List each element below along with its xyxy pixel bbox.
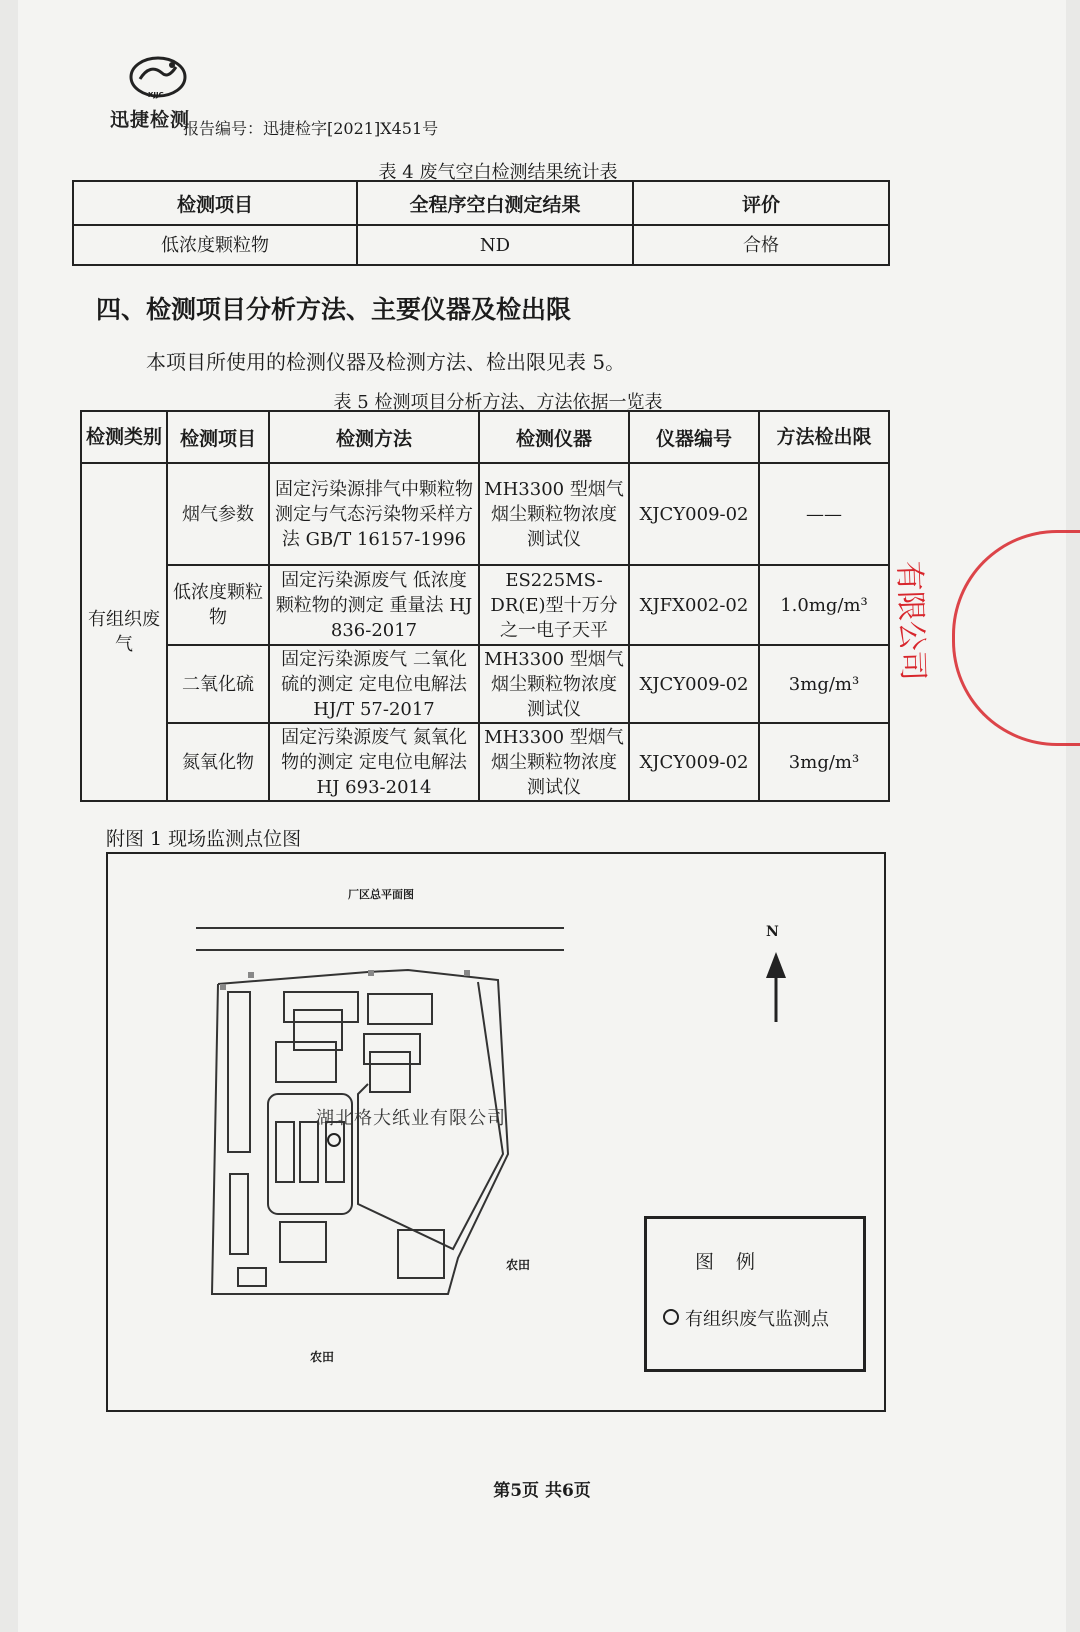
table5-code: XJFX002-02 [629, 565, 759, 645]
table4-cell: ND [357, 225, 633, 265]
table5-method: 固定污染源废气 氮氧化物的测定 定电位电解法 HJ 693-2014 [269, 723, 479, 801]
table5-method: 固定污染源排气中颗粒物测定与气态污染物采样方法 GB/T 16157-1996 [269, 463, 479, 565]
logo-text: 迅捷检测 [110, 109, 191, 131]
table5-instrument: MH3300 型烟气烟尘颗粒物浓度测试仪 [479, 645, 629, 723]
section-intro: 本项目所使用的检测仪器及检测方法、检出限见表 5。 [146, 350, 626, 374]
table-row [81, 645, 889, 723]
map-legend [644, 1216, 866, 1372]
table-row [73, 225, 889, 265]
table4-cell: 低浓度颗粒物 [73, 225, 357, 265]
farmland-label-bottom: 农田 [310, 1350, 335, 1364]
seal-text: 有限公司 [891, 560, 931, 682]
legend-item [663, 1305, 829, 1331]
table5-header: 检测仪器 [479, 411, 629, 463]
table5-item: 低浓度颗粒物 [167, 565, 269, 645]
table5-method: 固定污染源废气 二氧化硫的测定 定电位电解法 HJ/T 57-2017 [269, 645, 479, 723]
table4-header: 全程序空白测定结果 [357, 181, 633, 225]
table5-category: 有组织废气 [81, 463, 167, 801]
table-row [81, 565, 889, 645]
table5-instrument: MH3300 型烟气烟尘颗粒物浓度测试仪 [479, 463, 629, 565]
table4-cell: 合格 [633, 225, 889, 265]
table5-limit: 1.0mg/m³ [759, 565, 889, 645]
company-seal [952, 530, 1080, 746]
table5-header: 仪器编号 [629, 411, 759, 463]
table5-item: 烟气参数 [167, 463, 269, 565]
logo-abbr: XJJC [148, 91, 164, 99]
table5-method: 固定污染源废气 低浓度颗粒物的测定 重量法 HJ 836-2017 [269, 565, 479, 645]
page-footer: 第5页 共6页 [493, 1481, 591, 1501]
table4-header: 评价 [633, 181, 889, 225]
map-title: 厂区总平面图 [348, 888, 414, 901]
table5-code: XJCY009-02 [629, 463, 759, 565]
table5-header: 方法检出限 [759, 411, 889, 463]
report-page [18, 0, 1066, 1632]
table-row [81, 463, 889, 565]
table4 [72, 180, 890, 266]
legend-item-label: 有组织废气监测点 [685, 1309, 829, 1330]
table5-item: 二氧化硫 [167, 645, 269, 723]
north-arrow-icon [766, 952, 786, 1022]
table5-code: XJCY009-02 [629, 723, 759, 801]
table4-header: 检测项目 [73, 181, 357, 225]
north-label: N [766, 924, 779, 940]
table5-instrument: MH3300 型烟气烟尘颗粒物浓度测试仪 [479, 723, 629, 801]
map-company-label: 湖北格大纸业有限公司 [316, 1108, 506, 1129]
table5-header: 检测方法 [269, 411, 479, 463]
monitoring-point-marker [328, 1134, 340, 1146]
table5-header: 检测类别 [81, 411, 167, 463]
table5 [80, 410, 890, 802]
table5-code: XJCY009-02 [629, 645, 759, 723]
table5-item: 氮氧化物 [167, 723, 269, 801]
farmland-label-right: 农田 [506, 1258, 531, 1272]
table5-limit: —— [759, 463, 889, 565]
legend-title: 图例 [695, 1251, 778, 1273]
table5-header: 检测项目 [167, 411, 269, 463]
table4-caption: 表 4 废气空白检测结果统计表 [378, 162, 618, 183]
table5-limit: 3mg/m³ [759, 723, 889, 801]
figure-caption: 附图 1 现场监测点位图 [106, 828, 302, 850]
section-title: 四、检测项目分析方法、主要仪器及检出限 [96, 295, 572, 324]
monitoring-point-icon [663, 1309, 679, 1325]
table-row [81, 723, 889, 801]
table5-instrument: ES225MS-DR(E)型十万分之一电子天平 [479, 565, 629, 645]
table5-caption: 表 5 检测项目分析方法、方法依据一览表 [333, 392, 663, 413]
report-number: 报告编号：迅捷检字[2021]X451号 [183, 119, 439, 138]
table5-limit: 3mg/m³ [759, 645, 889, 723]
